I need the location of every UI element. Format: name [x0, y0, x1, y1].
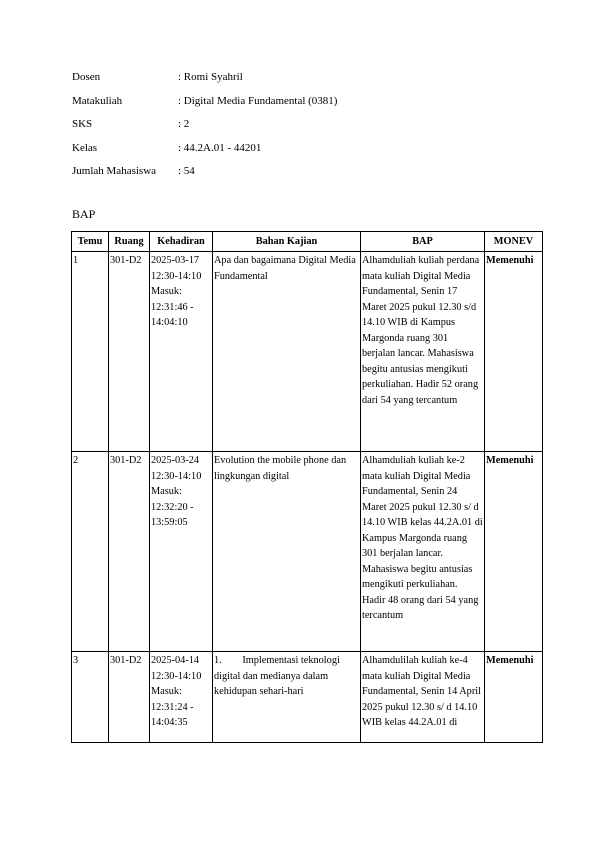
kehadiran-time-in: 12:32:20 -	[151, 501, 194, 513]
kehadiran-time-out: 13:59:05	[151, 517, 188, 528]
info-label: Dosen	[72, 71, 101, 83]
table-header-row	[72, 232, 543, 252]
cell-temu: 2	[72, 452, 109, 652]
table-row	[72, 452, 543, 652]
header-monev: MONEV	[485, 232, 543, 252]
kehadiran-masuk-label: Masuk:	[151, 686, 182, 697]
info-value: : Romi Syahril	[178, 71, 243, 83]
info-row-matakuliah	[72, 93, 337, 117]
info-row-kelas	[72, 140, 337, 164]
info-value: : 44.2A.01 - 44201	[178, 141, 262, 154]
info-row-dosen	[72, 69, 337, 93]
info-label: SKS	[72, 118, 93, 131]
header-ruang: Ruang	[109, 232, 150, 252]
cell-bap: Alhamdulilah kuliah ke-4 mata kuliah Digital Media Fundamental, Senin 14 April 2025 pukul 12.30 s/ d 14.10 WIB kelas 44.2A.01 di	[361, 652, 485, 743]
header-kehadiran: Kehadiran	[150, 232, 213, 252]
info-label: Kelas	[72, 141, 98, 154]
kehadiran-date: 2025-03-17	[151, 255, 200, 266]
cell-temu: 1	[72, 252, 109, 452]
info-row-jumlah-mahasiswa	[72, 163, 337, 187]
header-temu: Temu	[72, 232, 109, 252]
kehadiran-time-in: 12:31:24 -	[151, 701, 194, 713]
info-row-sks	[72, 116, 337, 140]
cell-kehadiran	[150, 652, 213, 743]
cell-kehadiran	[150, 452, 213, 652]
cell-bahan-kajian: Apa dan bagaimana Digital Media Fundamental	[213, 252, 361, 452]
info-value: : 2	[178, 118, 190, 131]
kehadiran-date: 2025-03-24	[151, 455, 200, 466]
kehadiran-masuk-label: Masuk:	[151, 486, 182, 497]
cell-bahan-kajian: 1. Implementasi teknologi digital dan medianya dalam kehidupan sehari-hari	[213, 652, 361, 743]
header-bahan-kajian: Bahan Kajian	[213, 232, 361, 252]
cell-monev: Memenuhi	[485, 652, 543, 743]
cell-monev: Memenuhi	[485, 452, 543, 652]
kehadiran-time-out: 14:04:35	[151, 717, 188, 728]
info-label: Jumlah Mahasiswa	[72, 165, 157, 178]
kehadiran-time-in: 12:31:46 -	[151, 301, 194, 313]
kehadiran-schedule: 12:30-14:10	[151, 470, 202, 482]
kehadiran-masuk-label: Masuk:	[151, 286, 182, 297]
cell-kehadiran	[150, 252, 213, 452]
bap-table	[71, 231, 543, 743]
course-info	[72, 69, 337, 187]
info-value: : 54	[178, 165, 195, 178]
cell-ruang: 301-D2	[109, 652, 150, 743]
info-value: : Digital Media Fundamental (0381)	[178, 94, 338, 107]
kehadiran-schedule: 12:30-14:10	[151, 670, 202, 682]
cell-ruang: 301-D2	[109, 452, 150, 652]
info-label: Matakuliah	[72, 94, 123, 107]
kehadiran-schedule: 12:30-14:10	[151, 270, 202, 282]
table-row	[72, 652, 543, 743]
header-bap: BAP	[361, 232, 485, 252]
cell-temu: 3	[72, 652, 109, 743]
kehadiran-time-out: 14:04:10	[151, 317, 188, 328]
cell-monev: Memenuhi	[485, 252, 543, 452]
cell-ruang: 301-D2	[109, 252, 150, 452]
kehadiran-date: 2025-04-14	[151, 655, 200, 666]
cell-bahan-kajian: Evolution the mobile phone dan lingkungan digital	[213, 452, 361, 652]
cell-bap: Alhamduliah kuliah perdana mata kuliah Digital Media Fundamental, Senin 17 Maret 2025 pukul 12.30 s/d 14.10 WIB di Kampus Margonda ruang 301 berjalan lancar. Mahasiswa begitu antusias mengikuti perkuliahan. Hadir 52 orang dari 54 yang tercantum	[361, 252, 485, 452]
section-title: BAP	[72, 207, 96, 221]
table-row	[72, 252, 543, 452]
cell-bap: Alhamduliah kuliah ke-2 mata kuliah Digital Media Fundamental, Senin 24 Maret 2025 pukul 12.30 s/ d 14.10 WIB kelas 44.2A.01 di Kampus Margonda ruang 301 berjalan lancar. Mahasiswa begitu antusias mengikuti perkuliahan. Hadir 48 orang dari 54 yang tercantum	[361, 452, 485, 652]
